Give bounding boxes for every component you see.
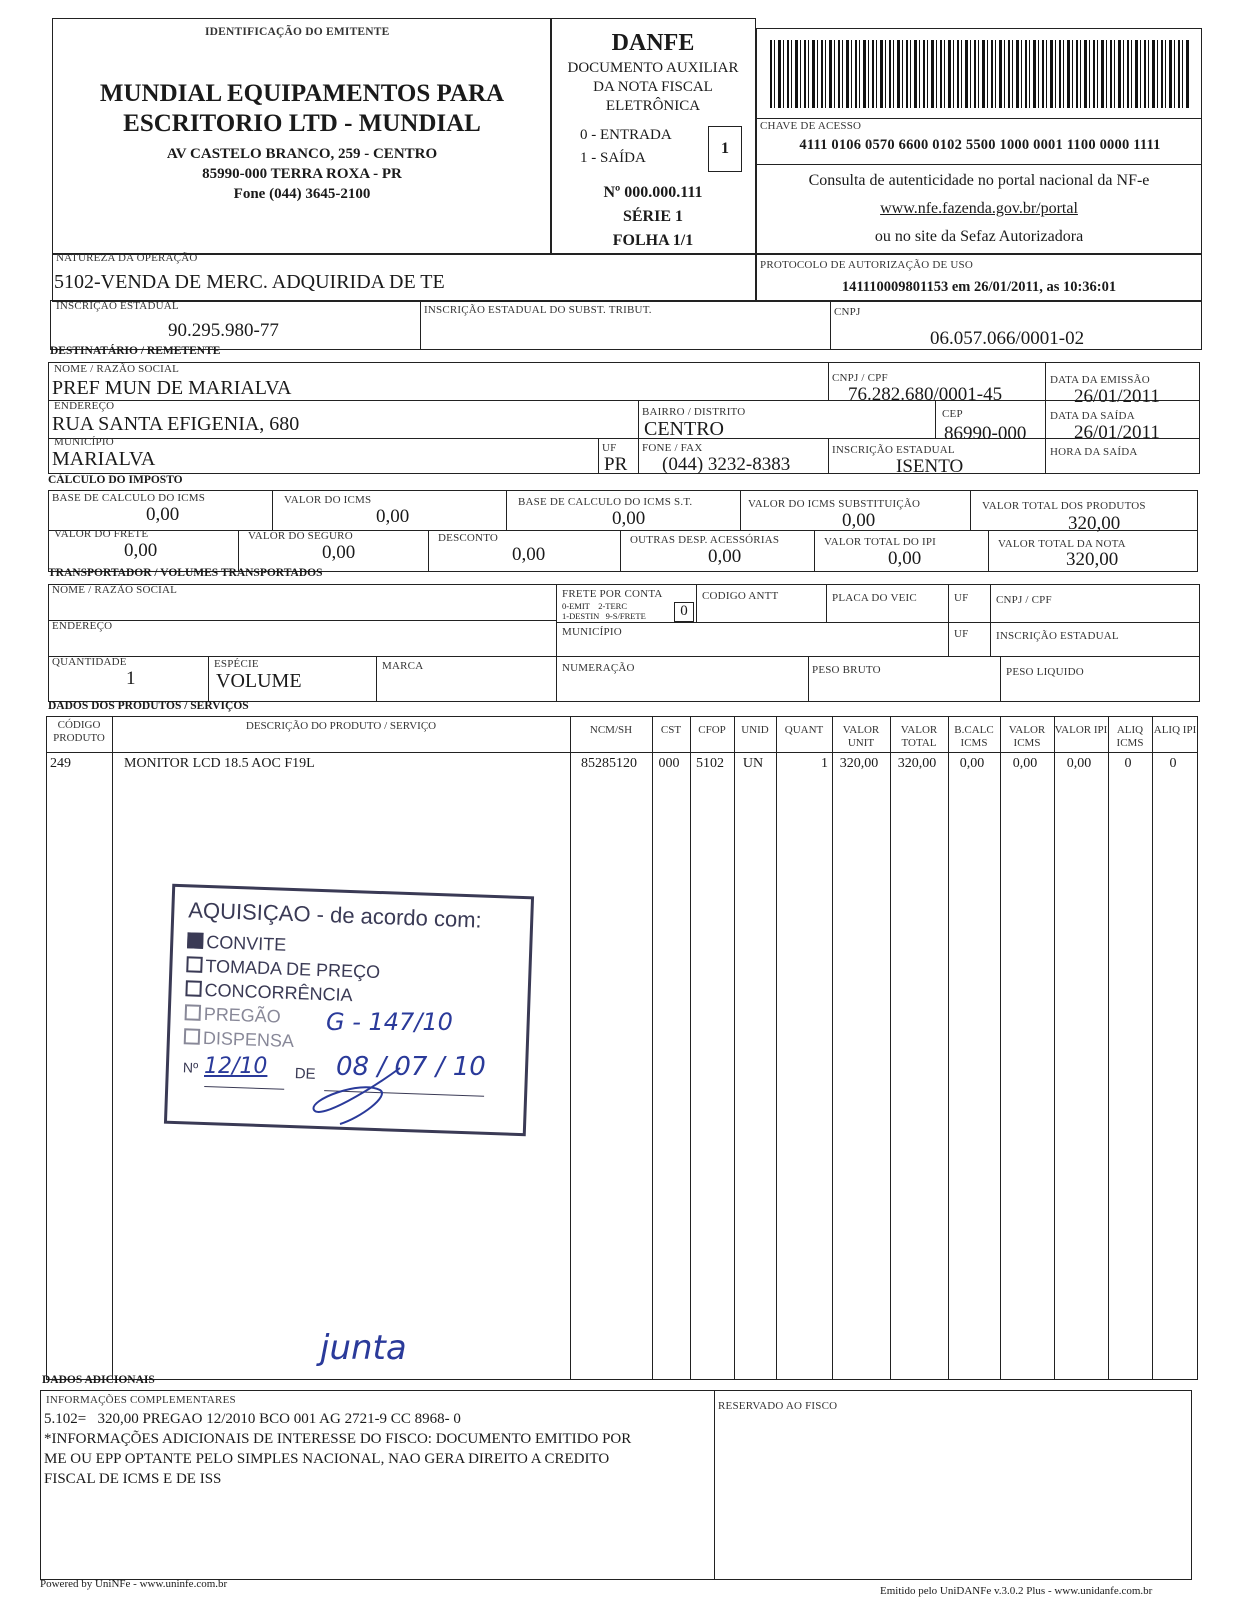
header-icms-base: B.CALC ICMS <box>954 724 994 749</box>
cell-ncm: 85285120 <box>581 756 637 771</box>
divider <box>714 1390 715 1580</box>
stamp-option-pregao <box>184 1003 281 1027</box>
icms-subst-value: 0,00 <box>842 510 876 531</box>
divider <box>990 584 991 656</box>
district-label: BAIRRO / DISTRITO <box>642 406 746 418</box>
checkbox-icon <box>185 980 202 997</box>
divider <box>48 400 1200 401</box>
emitter-name-line2: ESCRITORIO LTD - MUNDIAL <box>123 110 481 137</box>
handwritten-signature: junta <box>320 1328 407 1368</box>
recipient-ie-label: INSCRIÇÃO ESTADUAL <box>832 444 955 456</box>
stamp-handwritten-date: 08 / 07 / 10 <box>336 1052 486 1082</box>
cell-total-value: 320,00 <box>897 756 937 771</box>
divider <box>740 490 741 530</box>
exit-time-label: HORA DA SAÍDA <box>1050 446 1138 458</box>
header-cfop: CFOP <box>698 724 726 736</box>
divider <box>826 584 827 622</box>
transport-uf-label: UF <box>954 592 969 604</box>
total-note-label: VALOR TOTAL DA NOTA <box>998 538 1126 550</box>
carrier-name-label: NOME / RAZÃO SOCIAL <box>52 584 178 596</box>
base-icms-label: BASE DE CALCULO DO ICMS <box>52 492 206 504</box>
header-total-value: VALOR TOTAL <box>900 724 938 749</box>
products-section-label: DADOS DOS PRODUTOS / SERVIÇOS <box>48 700 249 712</box>
base-icms-value: 0,00 <box>146 504 180 525</box>
freight-label: VALOR DO FRETE <box>54 528 149 540</box>
icms-subst-label: VALOR DO ICMS SUBSTITUIÇÃO <box>748 498 921 510</box>
divider <box>638 400 639 474</box>
emission-value: 26/01/2011 <box>1074 386 1160 407</box>
danfe-subtitle1: DOCUMENTO AUXILIAR <box>567 60 739 76</box>
ipi-value: 0,00 <box>888 548 922 569</box>
divider <box>598 438 599 474</box>
divider <box>620 530 621 572</box>
divider <box>756 118 1202 119</box>
stamp-line <box>204 1086 284 1090</box>
danfe-subtitle2: DA NOTA FISCAL <box>593 79 713 95</box>
danfe-subtitle3: ELETRÔNICA <box>605 98 701 114</box>
checkbox-icon <box>186 956 203 973</box>
city-value: MARIALVA <box>52 448 156 470</box>
recipient-address: RUA SANTA EFIGENIA, 680 <box>52 413 300 435</box>
tax-section-label: CÁLCULO DO IMPOSTO <box>48 474 183 486</box>
stamp-option-label: DISPENSA <box>202 1027 295 1052</box>
species-value: VOLUME <box>216 670 302 692</box>
emitter-phone: Fone (044) 3645-2100 <box>233 186 371 202</box>
column-divider <box>734 716 735 1380</box>
divider <box>420 300 421 350</box>
recipient-cnpj: 76.282.680/0001-45 <box>848 384 1003 405</box>
stamp-option-convite <box>187 931 287 955</box>
divider <box>970 490 971 530</box>
checkbox-icon <box>185 1004 202 1021</box>
icms-value: 0,00 <box>376 506 410 527</box>
column-divider <box>1054 716 1055 1380</box>
header-ncm: NCM/SH <box>589 724 633 736</box>
cell-code: 249 <box>50 756 71 771</box>
ie-subst-label: INSCRIÇÃO ESTADUAL DO SUBST. TRIBUT. <box>424 304 652 316</box>
discount-value: 0,00 <box>512 544 546 565</box>
divider <box>506 490 507 530</box>
checked-checkbox-icon <box>187 932 204 949</box>
cell-ipi-value: 0,00 <box>1066 756 1092 771</box>
protocol-value: 141110009801153 em 26/01/2011, as 10:36:01 <box>841 279 1117 295</box>
signature-scribble <box>300 1060 420 1130</box>
cnpj-label: CNPJ <box>834 306 861 318</box>
additional-section-label: DADOS ADICIONAIS <box>42 1374 155 1386</box>
divider <box>48 438 1200 439</box>
stamp-option-label: PREGÃO <box>203 1003 282 1027</box>
total-note-value: 320,00 <box>1066 549 1119 570</box>
header-description: DESCRIÇÃO DO PRODUTO / SERVIÇO <box>245 720 437 732</box>
exit-date-value: 26/01/2011 <box>1074 422 1160 443</box>
header-icms-value: VALOR ICMS <box>1008 724 1046 749</box>
divider <box>556 622 1200 623</box>
divider <box>988 530 989 572</box>
info-line2: *INFORMAÇÕES ADICIONAIS DE INTERESSE DO FISCO: DOCUMENTO EMITIDO POR <box>44 1431 632 1447</box>
discount-label: DESCONTO <box>438 532 499 544</box>
divider <box>1000 656 1001 702</box>
net-weight-label: PESO LIQUIDO <box>1006 666 1084 678</box>
header-ipi-rate: ALIQ IPI <box>1153 724 1197 736</box>
danfe-title: DANFE <box>611 30 695 56</box>
freight-value: 0 <box>680 603 688 619</box>
recipient-address-label: ENDEREÇO <box>54 400 115 412</box>
recipient-cnpj-label: CNPJ / CPF <box>832 372 888 384</box>
ie-value: 90.295.980-77 <box>168 320 279 341</box>
cell-ipi-rate: 0 <box>1169 756 1177 771</box>
numbering-label: NUMERAÇÃO <box>562 662 635 674</box>
recipient-section-label: DESTINATÁRIO / REMETENTE <box>50 345 221 357</box>
brand-label: MARCA <box>382 660 424 672</box>
gross-weight-label: PESO BRUTO <box>812 664 881 676</box>
other-label: OUTRAS DESP. ACESSÓRIAS <box>630 534 780 546</box>
divider <box>48 530 1198 531</box>
divider <box>48 656 1200 657</box>
access-key-value: 4111 0106 0570 6600 0102 5500 1000 0001 1100 0000 1111 <box>799 137 1161 153</box>
divider <box>756 164 1202 165</box>
cell-unit-value: 320,00 <box>839 756 879 771</box>
column-divider <box>690 716 691 1380</box>
freight-by-label: FRETE POR CONTA <box>562 588 663 600</box>
footer-left: Powered by UniNFe - www.uninfe.com.br <box>40 1578 228 1590</box>
column-divider <box>1152 716 1153 1380</box>
header-quantity: QUANT <box>784 724 824 736</box>
carrier-address-label: ENDEREÇO <box>52 620 113 632</box>
divider <box>208 656 209 702</box>
base-icms-st-value: 0,00 <box>612 508 646 529</box>
divider <box>948 584 949 656</box>
reserved-label: RESERVADO AO FISCO <box>718 1400 838 1412</box>
recipient-ie-value: ISENTO <box>896 456 964 477</box>
column-divider <box>776 716 777 1380</box>
info-label: INFORMAÇÕES COMPLEMENTARES <box>46 1394 236 1406</box>
transport-cnpj-label: CNPJ / CPF <box>996 594 1052 606</box>
recipient-name-label: NOME / RAZÃO SOCIAL <box>54 363 180 375</box>
cell-icms-rate: 0 <box>1124 756 1132 771</box>
access-key-label: CHAVE DE ACESSO <box>760 120 862 132</box>
access-key-barcode <box>770 40 1190 108</box>
stamp-handwritten-number: 12/10 <box>204 1054 268 1079</box>
stamp-title: AQUISIÇAO - de acordo com: <box>187 897 483 933</box>
divider <box>808 656 809 702</box>
column-divider <box>948 716 949 1380</box>
insurance-value: 0,00 <box>322 542 356 563</box>
cell-cst: 000 <box>658 756 680 771</box>
header-unit-value: VALOR UNIT <box>842 724 880 749</box>
total-products-label: VALOR TOTAL DOS PRODUTOS <box>982 500 1146 512</box>
divider <box>814 530 815 572</box>
emitter-city: 85990-000 TERRA ROXA - PR <box>202 166 402 182</box>
ie-label: INSCRIÇÃO ESTADUAL <box>56 300 179 312</box>
exit-date-label: DATA DA SAÍDA <box>1050 410 1135 422</box>
checkbox-icon <box>184 1028 201 1045</box>
info-line4: FISCAL DE ICMS E DE ISS <box>44 1471 222 1487</box>
header-icms-rate: ALIQ ICMS <box>1116 724 1144 749</box>
column-divider <box>1000 716 1001 1380</box>
divider <box>376 656 377 702</box>
quantity-label: QUANTIDADE <box>52 656 127 668</box>
stamp-option-label: CONVITE <box>205 931 287 955</box>
insurance-label: VALOR DO SEGURO <box>248 530 353 542</box>
plate-label: PLACA DO VEIC <box>832 592 917 604</box>
divider <box>1045 362 1046 474</box>
consult-line1: Consulta de autenticidade no portal nacional da NF-e <box>808 172 1150 189</box>
freight-option2: 1-DESTIN 9-S/FRETE <box>562 611 646 621</box>
consult-line2: ou no site da Sefaz Autorizadora <box>874 228 1084 245</box>
divider <box>696 584 697 622</box>
cep-label: CEP <box>942 408 963 420</box>
portal-link[interactable]: www.nfe.fazenda.gov.br/portal <box>880 200 1078 217</box>
emitter-section-label: IDENTIFICAÇÃO DO EMITENTE <box>205 26 390 38</box>
divider <box>428 530 429 572</box>
stamp-option-tomada <box>186 955 380 983</box>
header-cst: CST <box>660 724 682 736</box>
cell-unit: UN <box>742 756 764 771</box>
nature-value: 5102-VENDA DE MERC. ADQUIRIDA DE TE <box>54 271 445 293</box>
emission-label: DATA DA EMISSÃO <box>1050 374 1150 386</box>
total-products-value: 320,00 <box>1068 513 1121 534</box>
transport-section-label: TRANSPORTADOR / VOLUMES TRANSPORTADOS <box>48 567 323 579</box>
cell-icms-base: 0,00 <box>959 756 985 771</box>
danfe-number: Nº 000.000.111 <box>603 184 703 201</box>
stamp-number-prefix: Nº <box>182 1059 199 1076</box>
danfe-type-value: 1 <box>721 140 729 157</box>
danfe-serie: SÉRIE 1 <box>622 208 684 225</box>
antt-label: CODIGO ANTT <box>702 590 779 602</box>
stamp-option-label: CONCORRÊNCIA <box>204 979 353 1006</box>
emitter-name-line1: MUNDIAL EQUIPAMENTOS PARA <box>99 80 505 107</box>
transport-uf2-label: UF <box>954 628 969 640</box>
uf-label: UF <box>602 442 617 454</box>
stamp-option-concorrencia <box>185 979 353 1006</box>
column-divider <box>652 716 653 1380</box>
icms-label: VALOR DO ICMS <box>284 494 372 506</box>
cell-icms-value: 0,00 <box>1012 756 1038 771</box>
footer-right: Emitido pelo UniDANFe v.3.0.2 Plus - www.unidanfe.com.br <box>880 1585 1153 1597</box>
phone-value: (044) 3232-8383 <box>662 454 791 475</box>
uf-value: PR <box>604 454 628 475</box>
cell-cfop: 5102 <box>696 756 724 771</box>
city-label: MUNICÍPIO <box>54 436 114 448</box>
cnpj-value: 06.057.066/0001-02 <box>930 328 1085 349</box>
district-value: CENTRO <box>644 418 724 440</box>
freight-option1: 0-EMIT 2-TERC <box>562 601 628 611</box>
divider <box>556 584 557 702</box>
column-divider <box>890 716 891 1380</box>
danfe-saida: 1 - SAÍDA <box>580 150 646 166</box>
danfe-folha: FOLHA 1/1 <box>612 232 694 249</box>
info-line3: ME OU EPP OPTANTE PELO SIMPLES NACIONAL, NAO GERA DIREITO A CREDITO <box>44 1451 610 1467</box>
cell-description: MONITOR LCD 18.5 AOC F19L <box>124 756 315 771</box>
divider <box>830 300 831 350</box>
freight-value: 0,00 <box>124 540 158 561</box>
column-divider <box>1108 716 1109 1380</box>
products-header-divider <box>46 752 1198 753</box>
divider <box>828 362 829 400</box>
other-value: 0,00 <box>708 546 742 567</box>
column-divider <box>112 716 113 1380</box>
header-code: CÓDIGO PRODUTO <box>53 719 105 744</box>
column-divider <box>570 716 571 1380</box>
header-unit: UNID <box>741 724 769 736</box>
ipi-label: VALOR TOTAL DO IPI <box>824 536 937 548</box>
danfe-entrada: 0 - ENTRADA <box>580 127 672 143</box>
divider <box>48 620 556 621</box>
stamp-option-dispensa <box>184 1027 295 1052</box>
carrier-city-label: MUNICÍPIO <box>562 626 622 638</box>
divider <box>828 438 829 474</box>
stamp-handwritten-ref: G - 147/10 <box>326 1008 453 1036</box>
cell-quantity: 1 <box>821 756 828 771</box>
info-line1: 5.102= 320,00 PREGAO 12/2010 BCO 001 AG 2721-9 CC 8968- 0 <box>44 1411 461 1427</box>
column-divider <box>832 716 833 1380</box>
protocol-label: PROTOCOLO DE AUTORIZAÇÃO DE USO <box>760 259 973 271</box>
phone-label: FONE / FAX <box>642 442 703 454</box>
divider <box>272 490 273 530</box>
species-label: ESPÉCIE <box>214 658 259 670</box>
divider <box>238 530 239 572</box>
emitter-address: AV CASTELO BRANCO, 259 - CENTRO <box>166 146 438 162</box>
stamp-de-label: DE <box>294 1065 316 1083</box>
nature-label: NATUREZA DA OPERAÇÃO <box>56 252 198 264</box>
stamp-option-label: TOMADA DE PREÇO <box>205 955 381 983</box>
transport-ie-label: INSCRIÇÃO ESTADUAL <box>996 630 1119 642</box>
header-ipi-value: VALOR IPI <box>1054 724 1108 736</box>
cep-value: 86990-000 <box>944 423 1027 444</box>
base-icms-st-label: BASE DE CALCULO DO ICMS S.T. <box>518 496 693 508</box>
quantity-value: 1 <box>126 668 136 689</box>
recipient-name: PREF MUN DE MARIALVA <box>52 377 292 399</box>
